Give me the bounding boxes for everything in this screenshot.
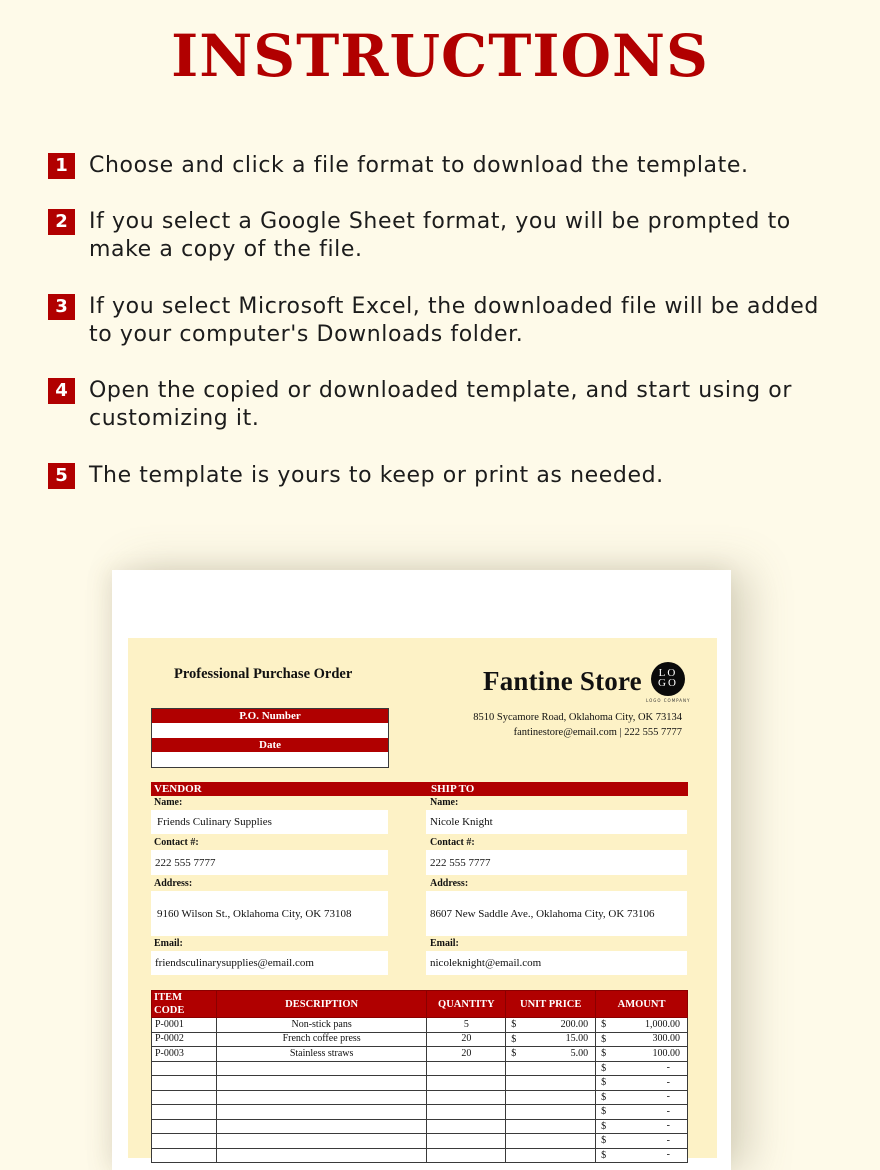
- unit-price-cell[interactable]: [506, 1148, 596, 1163]
- ship-to-contact-label: Contact #:: [430, 837, 475, 848]
- ship-to-address-field[interactable]: 8607 New Saddle Ave., Oklahoma City, OK 73106: [426, 891, 687, 936]
- ship-to-name-label: Name:: [430, 797, 459, 808]
- document-title: Professional Purchase Order: [174, 666, 353, 682]
- table-row: [152, 1134, 688, 1149]
- step-text: The template is yours to keep or print as needed.: [89, 463, 664, 488]
- amount-value: -: [666, 1134, 670, 1146]
- unit-price-value: 5.00: [570, 1047, 589, 1059]
- vendor-header: VENDOR: [151, 782, 428, 796]
- column-header-amount: AMOUNT: [596, 991, 688, 1018]
- unit-price-cell[interactable]: [506, 1119, 596, 1134]
- description-cell[interactable]: [216, 1119, 427, 1134]
- currency-symbol: $: [601, 1091, 607, 1103]
- vendor-email-field[interactable]: friendsculinarysupplies@email.com: [151, 951, 388, 975]
- step-text: If you select Microsoft Excel, the downloaded file will be added to your computer's Downloads folder.: [89, 294, 819, 347]
- table-row: [152, 1119, 688, 1134]
- currency-symbol: $: [601, 1062, 607, 1074]
- item-code-cell[interactable]: P-0001: [152, 1018, 217, 1033]
- logo-caption: LOGO COMPANY: [646, 698, 691, 703]
- table-row: [152, 1105, 688, 1120]
- ship-to-address-label: Address:: [430, 878, 469, 889]
- table-row: [152, 1076, 688, 1091]
- unit-price-value: 200.00: [560, 1018, 589, 1030]
- amount-cell: [596, 1047, 688, 1062]
- currency-symbol: $: [601, 1149, 607, 1161]
- step-text: Open the copied or downloaded template, and start using or customizing it.: [89, 378, 792, 431]
- currency-symbol: $: [601, 1077, 607, 1088]
- logo-icon: [651, 662, 685, 696]
- step-number-badge: 3: [48, 294, 75, 320]
- quantity-cell[interactable]: 20: [427, 1047, 506, 1062]
- currency-symbol: $: [601, 1019, 607, 1030]
- vendor-contact-field[interactable]: 222 555 7777: [151, 850, 388, 875]
- quantity-cell[interactable]: 5: [427, 1018, 506, 1033]
- ship-to-email-field[interactable]: nicoleknight@email.com: [426, 951, 687, 975]
- unit-price-cell[interactable]: [506, 1076, 596, 1091]
- step-number-badge: 1: [48, 153, 75, 179]
- currency-symbol: $: [511, 1019, 517, 1030]
- item-code-cell[interactable]: P-0003: [152, 1047, 217, 1062]
- column-header-unit-price: UNIT PRICE: [506, 991, 596, 1018]
- date-field[interactable]: [152, 752, 388, 767]
- column-header-quantity: QUANTITY: [427, 991, 506, 1018]
- description-cell[interactable]: [216, 1134, 427, 1149]
- page-title: INSTRUCTIONS: [171, 22, 709, 90]
- quantity-cell[interactable]: [427, 1119, 506, 1134]
- unit-price-cell[interactable]: [506, 1018, 596, 1033]
- currency-symbol: $: [511, 1033, 517, 1045]
- unit-price-cell[interactable]: [506, 1047, 596, 1062]
- amount-value: 100.00: [652, 1047, 680, 1059]
- table-row: [152, 1047, 688, 1062]
- step-text: If you select a Google Sheet format, you will be prompted to make a copy of the file.: [89, 209, 791, 262]
- amount-cell: [596, 1119, 688, 1134]
- table-header-row: [152, 991, 688, 1018]
- description-cell[interactable]: [216, 1076, 427, 1091]
- amount-cell: [596, 1134, 688, 1149]
- amount-value: 300.00: [652, 1033, 680, 1045]
- column-header-item-code: ITEM CODE: [152, 991, 217, 1018]
- vendor-contact-label: Contact #:: [154, 837, 199, 848]
- step-number-badge: 2: [48, 209, 75, 235]
- logo-text-top: LO: [658, 667, 678, 679]
- amount-cell: [596, 1032, 688, 1047]
- quantity-cell[interactable]: [427, 1061, 506, 1076]
- item-code-cell[interactable]: P-0002: [152, 1032, 217, 1047]
- store-contact: fantinestore@email.com | 222 555 7777: [513, 727, 682, 738]
- amount-cell: [596, 1018, 688, 1033]
- amount-value: -: [666, 1091, 670, 1103]
- table-row: [152, 1090, 688, 1105]
- description-cell[interactable]: Stainless straws: [216, 1047, 427, 1062]
- currency-symbol: $: [601, 1135, 607, 1146]
- step-text: Choose and click a file format to download the template.: [89, 153, 749, 178]
- ship-to-header: SHIP TO: [428, 782, 688, 796]
- item-code-cell[interactable]: [152, 1105, 217, 1120]
- amount-value: -: [666, 1149, 670, 1161]
- table-row: [152, 1061, 688, 1076]
- item-code-cell[interactable]: [152, 1061, 217, 1076]
- quantity-cell[interactable]: [427, 1134, 506, 1149]
- vendor-address-label: Address:: [154, 878, 193, 889]
- vendor-name-field[interactable]: Friends Culinary Supplies: [151, 810, 388, 834]
- quantity-cell[interactable]: 20: [427, 1032, 506, 1047]
- amount-cell: [596, 1148, 688, 1163]
- vendor-address-field[interactable]: 9160 Wilson St., Oklahoma City, OK 73108: [151, 891, 388, 936]
- item-code-cell[interactable]: [152, 1090, 217, 1105]
- description-cell[interactable]: [216, 1061, 427, 1076]
- step-number-badge: 4: [48, 378, 75, 404]
- currency-symbol: $: [601, 1106, 607, 1117]
- vendor-name-label: Name:: [154, 797, 183, 808]
- column-header-description: DESCRIPTION: [216, 991, 427, 1018]
- table-row: [152, 1148, 688, 1163]
- currency-symbol: $: [601, 1120, 607, 1132]
- table-row: [152, 1032, 688, 1047]
- po-number-label: P.O. Number: [152, 709, 388, 723]
- amount-value: -: [666, 1105, 670, 1117]
- unit-price-cell[interactable]: [506, 1061, 596, 1076]
- amount-cell: [596, 1061, 688, 1076]
- unit-price-cell[interactable]: [506, 1105, 596, 1120]
- currency-symbol: $: [601, 1033, 607, 1045]
- item-code-cell[interactable]: [152, 1148, 217, 1163]
- amount-value: -: [666, 1062, 670, 1074]
- logo-text-bottom: GO: [658, 677, 678, 689]
- vendor-email-label: Email:: [154, 938, 183, 949]
- description-cell[interactable]: [216, 1105, 427, 1120]
- amount-value: -: [666, 1076, 670, 1088]
- po-info-box: [151, 708, 389, 768]
- ship-to-name-field[interactable]: Nicole Knight: [426, 810, 687, 834]
- ship-to-contact-field[interactable]: 222 555 7777: [426, 850, 687, 875]
- table-row: [152, 1018, 688, 1033]
- quantity-cell[interactable]: [427, 1076, 506, 1091]
- step-number-badge: 5: [48, 463, 75, 489]
- description-cell[interactable]: [216, 1148, 427, 1163]
- item-code-cell[interactable]: [152, 1119, 217, 1134]
- unit-price-value: 15.00: [565, 1033, 589, 1045]
- item-code-cell[interactable]: [152, 1076, 217, 1091]
- description-cell[interactable]: Non-stick pans: [216, 1018, 427, 1033]
- unit-price-cell[interactable]: [506, 1032, 596, 1047]
- purchase-order-sheet: [128, 638, 717, 1161]
- quantity-cell[interactable]: [427, 1105, 506, 1120]
- amount-cell: [596, 1090, 688, 1105]
- amount-value: -: [666, 1120, 670, 1132]
- amount-cell: [596, 1076, 688, 1091]
- description-cell[interactable]: French coffee press: [216, 1032, 427, 1047]
- description-cell[interactable]: [216, 1090, 427, 1105]
- items-table: [151, 990, 688, 1163]
- quantity-cell[interactable]: [427, 1148, 506, 1163]
- store-name: Fantine Store: [483, 666, 642, 696]
- unit-price-cell[interactable]: [506, 1134, 596, 1149]
- ship-to-email-label: Email:: [430, 938, 459, 949]
- currency-symbol: $: [601, 1048, 607, 1059]
- currency-symbol: $: [511, 1048, 517, 1059]
- amount-cell: [596, 1105, 688, 1120]
- store-address: 8510 Sycamore Road, Oklahoma City, OK 73134: [473, 712, 682, 723]
- item-code-cell[interactable]: [152, 1134, 217, 1149]
- po-number-field[interactable]: [152, 723, 388, 738]
- date-label: Date: [152, 738, 388, 752]
- amount-value: 1,000.00: [645, 1018, 680, 1030]
- quantity-cell[interactable]: [427, 1090, 506, 1105]
- unit-price-cell[interactable]: [506, 1090, 596, 1105]
